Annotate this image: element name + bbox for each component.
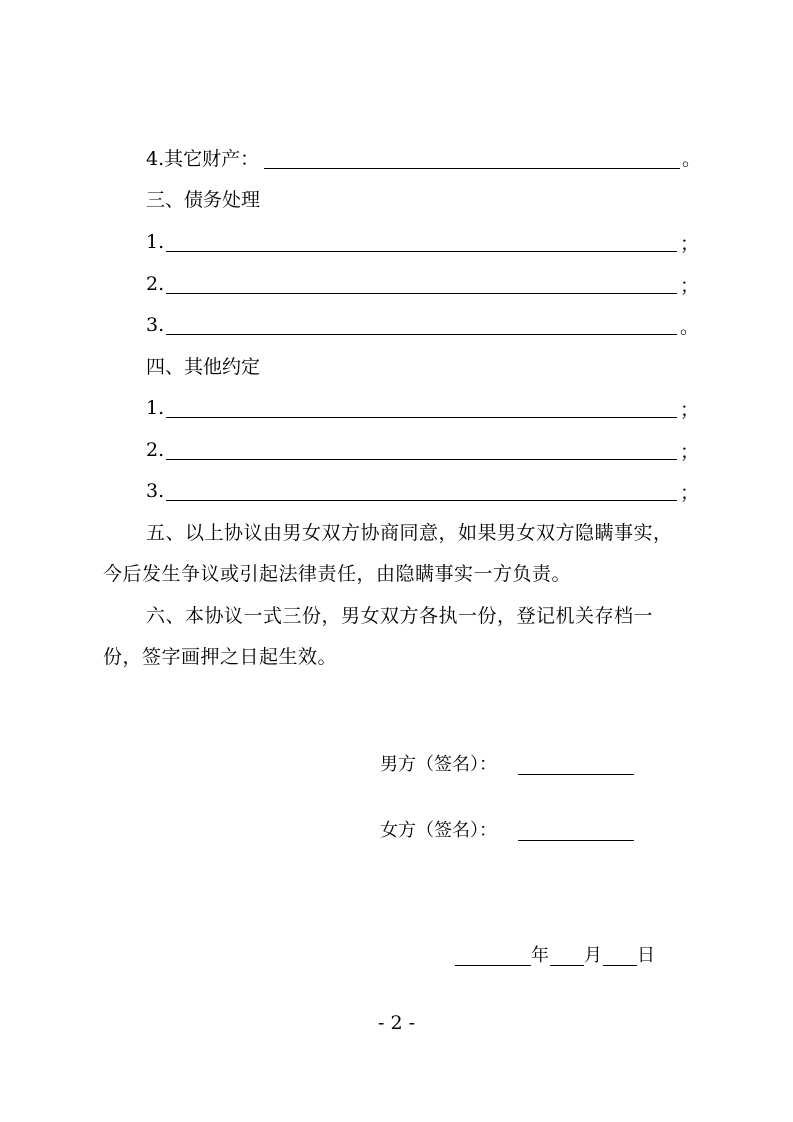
- debt-item-3-blank[interactable]: [166, 334, 677, 335]
- male-signature-label: 男方（签名）：: [380, 754, 497, 775]
- debt-item-2-blank[interactable]: [166, 293, 677, 294]
- section-five-line-2: 今后发生争议或引起法律责任，由隐瞒事实一方负责。: [103, 563, 572, 585]
- debt-item-1-blank[interactable]: [166, 251, 677, 252]
- section-six-paragraph: [103, 596, 693, 678]
- section-three-title: 三、债务处理: [146, 189, 261, 211]
- other-item-3-end: ；: [680, 482, 700, 504]
- section-six-line-1: 六、本协议一式三份，男女双方各执一份，登记机关存档一: [146, 605, 654, 627]
- debt-item-2-num: 2.: [146, 273, 165, 295]
- item4-end: 。: [682, 148, 702, 170]
- debt-item-1-end: ；: [680, 233, 700, 255]
- month-label: 月: [584, 945, 602, 966]
- other-item-2-num: 2.: [146, 439, 165, 461]
- section-five-paragraph: [103, 513, 693, 595]
- female-signature-label: 女方（签名）：: [380, 820, 497, 841]
- male-signature-blank[interactable]: [518, 774, 634, 775]
- female-signature-blank[interactable]: [518, 840, 634, 841]
- other-item-2-end: ；: [680, 441, 700, 463]
- other-item-1-end: ；: [680, 399, 700, 421]
- debt-item-1-num: 1.: [146, 231, 165, 253]
- debt-item-3-num: 3.: [146, 314, 165, 336]
- other-item-3-num: 3.: [146, 480, 165, 502]
- other-item-1-blank[interactable]: [166, 417, 677, 418]
- day-label: 日: [637, 945, 655, 966]
- section-four-title: 四、其他约定: [146, 356, 261, 378]
- day-blank[interactable]: [603, 965, 637, 966]
- item4-label: 4.其它财产：: [146, 148, 260, 170]
- month-blank[interactable]: [550, 965, 584, 966]
- other-item-3-blank[interactable]: [166, 500, 677, 501]
- section-six-line-2: 份，签字画押之日起生效。: [103, 646, 338, 668]
- debt-item-2-end: ；: [680, 275, 700, 297]
- section-five-line-1: 五、以上协议由男女双方协商同意，如果男女双方隐瞒事实，: [146, 522, 673, 544]
- other-item-1-num: 1.: [146, 397, 165, 419]
- year-blank[interactable]: [455, 965, 531, 966]
- page-number: - 2 -: [377, 1012, 415, 1034]
- debt-item-3-end: 。: [680, 316, 700, 338]
- year-label: 年: [531, 945, 549, 966]
- other-item-2-blank[interactable]: [166, 459, 677, 460]
- item4-blank[interactable]: [264, 168, 680, 169]
